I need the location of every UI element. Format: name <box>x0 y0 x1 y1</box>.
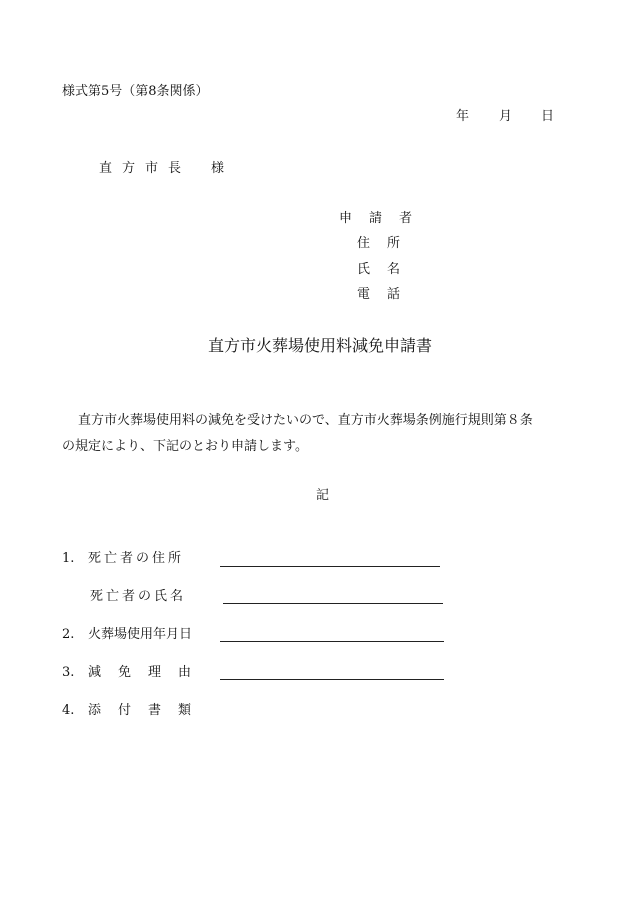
date-year-label: 年 <box>456 109 470 124</box>
item-2-label: 火葬場使用年月日 <box>88 627 193 642</box>
item-1-number: 1. <box>62 551 75 566</box>
item-3-label: 減免理由 <box>88 665 209 680</box>
item-4-label: 添付書類 <box>88 703 209 718</box>
addressee-name: 直方市長 <box>99 161 192 176</box>
document-title: 直方市火葬場使用料減免申請書 <box>208 336 433 355</box>
addressee-honorific: 様 <box>211 161 225 176</box>
item-3-number: 3. <box>62 665 75 680</box>
item-4-number: 4. <box>62 703 75 718</box>
applicant-name-label: 氏名 <box>357 262 418 277</box>
applicant-heading: 申請者 <box>339 211 430 226</box>
item-2-answer-line[interactable] <box>220 641 444 642</box>
item-1-answer-line[interactable] <box>220 566 440 567</box>
applicant-phone-label: 電話 <box>357 287 418 302</box>
form-number: 様式第5号（第8条関係） <box>62 84 209 99</box>
item-1b-answer-line[interactable] <box>223 603 443 604</box>
item-3-answer-line[interactable] <box>220 679 444 680</box>
item-1-label: 死亡者の住所 <box>88 551 185 566</box>
date-month-label: 月 <box>499 109 513 124</box>
applicant-address-label: 住所 <box>357 236 418 251</box>
body-text-line-1: 直方市火葬場使用料の減免を受けたいので、直方市火葬場条例施行規則第８条 <box>78 413 533 428</box>
body-text-line-2: の規定により、下記のとおり申請します。 <box>62 439 308 454</box>
ki-label: 記 <box>316 488 330 503</box>
date-day-label: 日 <box>541 109 555 124</box>
item-1b-label: 死亡者の氏名 <box>90 589 187 604</box>
item-2-number: 2. <box>62 627 75 642</box>
